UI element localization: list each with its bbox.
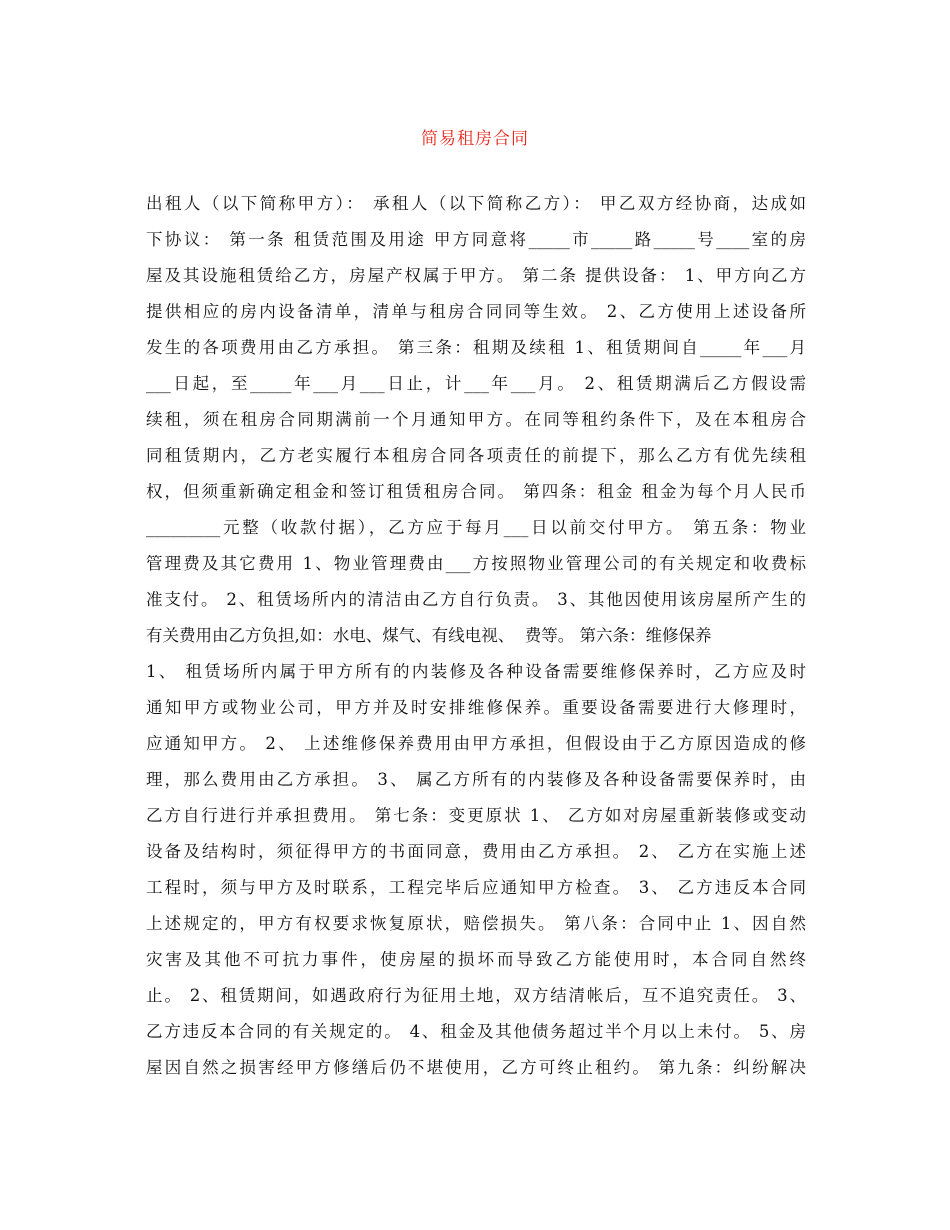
body-line: 权，但须重新确定租金和签订租赁租房合同。 第四条：租金 租金为每个月人民币 <box>146 482 806 501</box>
body-line: ___日起，至_____年___月___日止，计___年___月。 2、租赁期满后乙方假设需 <box>146 374 806 393</box>
body-line: 乙方自行进行并承担费用。 第七条：变更原状 1、 乙方如对房屋重新装修或变动 <box>146 806 806 825</box>
body-line: 续租，须在租房合同期满前一个月通知甲方。在同等租约条件下，及在本租房合 <box>146 410 806 429</box>
document-body <box>146 186 806 1086</box>
body-line: 上述规定的，甲方有权要求恢复原状，赔偿损失。 第八条：合同中止 1、因自然 <box>146 914 806 933</box>
document-title: 简易租房合同 <box>421 129 529 149</box>
body-line: 工程时，须与甲方及时联系，工程完毕后应通知甲方检查。 3、 乙方违反本合同 <box>146 878 806 897</box>
body-line: 理，那么费用由乙方承担。 3、 属乙方所有的内装修及各种设备需要保养时，由 <box>146 770 806 789</box>
body-line: 提供相应的房内设备清单，清单与租房合同同等生效。 2、乙方使用上述设备所 <box>146 302 806 321</box>
body-line: 1、 租赁场所内属于甲方所有的内装修及各种设备需要维修保养时，乙方应及时 <box>146 662 806 681</box>
body-line: 管理费及其它费用 1、物业管理费由___方按照物业管理公司的有关规定和收费标 <box>146 554 806 573</box>
body-line: 止。 2、租赁期间，如遇政府行为征用土地，双方结清帐后，互不追究责任。 3、 <box>146 986 806 1005</box>
body-line: 通知甲方或物业公司，甲方并及时安排维修保养。重要设备需要进行大修理时， <box>146 698 806 717</box>
body-line: 设备及结构时，须征得甲方的书面同意，费用由乙方承担。 2、 乙方在实施上述 <box>146 842 806 861</box>
body-line: 同租赁期内，乙方老实履行本租房合同各项责任的前提下，那么乙方有优先续租 <box>146 446 806 465</box>
body-line: 准支付。 2、租赁场所内的清洁由乙方自行负责。 3、其他因使用该房屋所产生的 <box>146 590 806 609</box>
body-line: _________元整（收款付据），乙方应于每月___日以前交付甲方。 第五条：物业 <box>146 518 806 537</box>
body-line: 屋及其设施租赁给乙方，房屋产权属于甲方。 第二条 提供设备： 1、甲方向乙方 <box>146 266 806 285</box>
body-line: 下协议： 第一条 租赁范围及用途 甲方同意将_____市_____路_____号____室的房 <box>146 230 806 249</box>
body-line: 应通知甲方。 2、 上述维修保养费用由甲方承担，但假设由于乙方原因造成的修 <box>146 734 806 753</box>
body-line: 乙方违反本合同的有关规定的。 4、租金及其他债务超过半个月以上未付。 5、房 <box>146 1022 806 1041</box>
body-line: 出租人（以下简称甲方）： 承租人（以下简称乙方）： 甲乙双方经协商，达成如 <box>146 194 806 213</box>
body-line: 有关费用由乙方负担,如：水电、煤气、有线电视、 费等。 第六条：维修保养 <box>146 626 712 645</box>
body-line: 屋因自然之损害经甲方修缮后仍不堪使用，乙方可终止租约。 第九条：纠纷解决 <box>146 1058 806 1077</box>
body-line: 灾害及其他不可抗力事件，使房屋的损坏而导致乙方能使用时，本合同自然终 <box>146 950 806 969</box>
body-line: 发生的各项费用由乙方承担。 第三条：租期及续租 1、租赁期间自_____年___月 <box>146 338 806 357</box>
